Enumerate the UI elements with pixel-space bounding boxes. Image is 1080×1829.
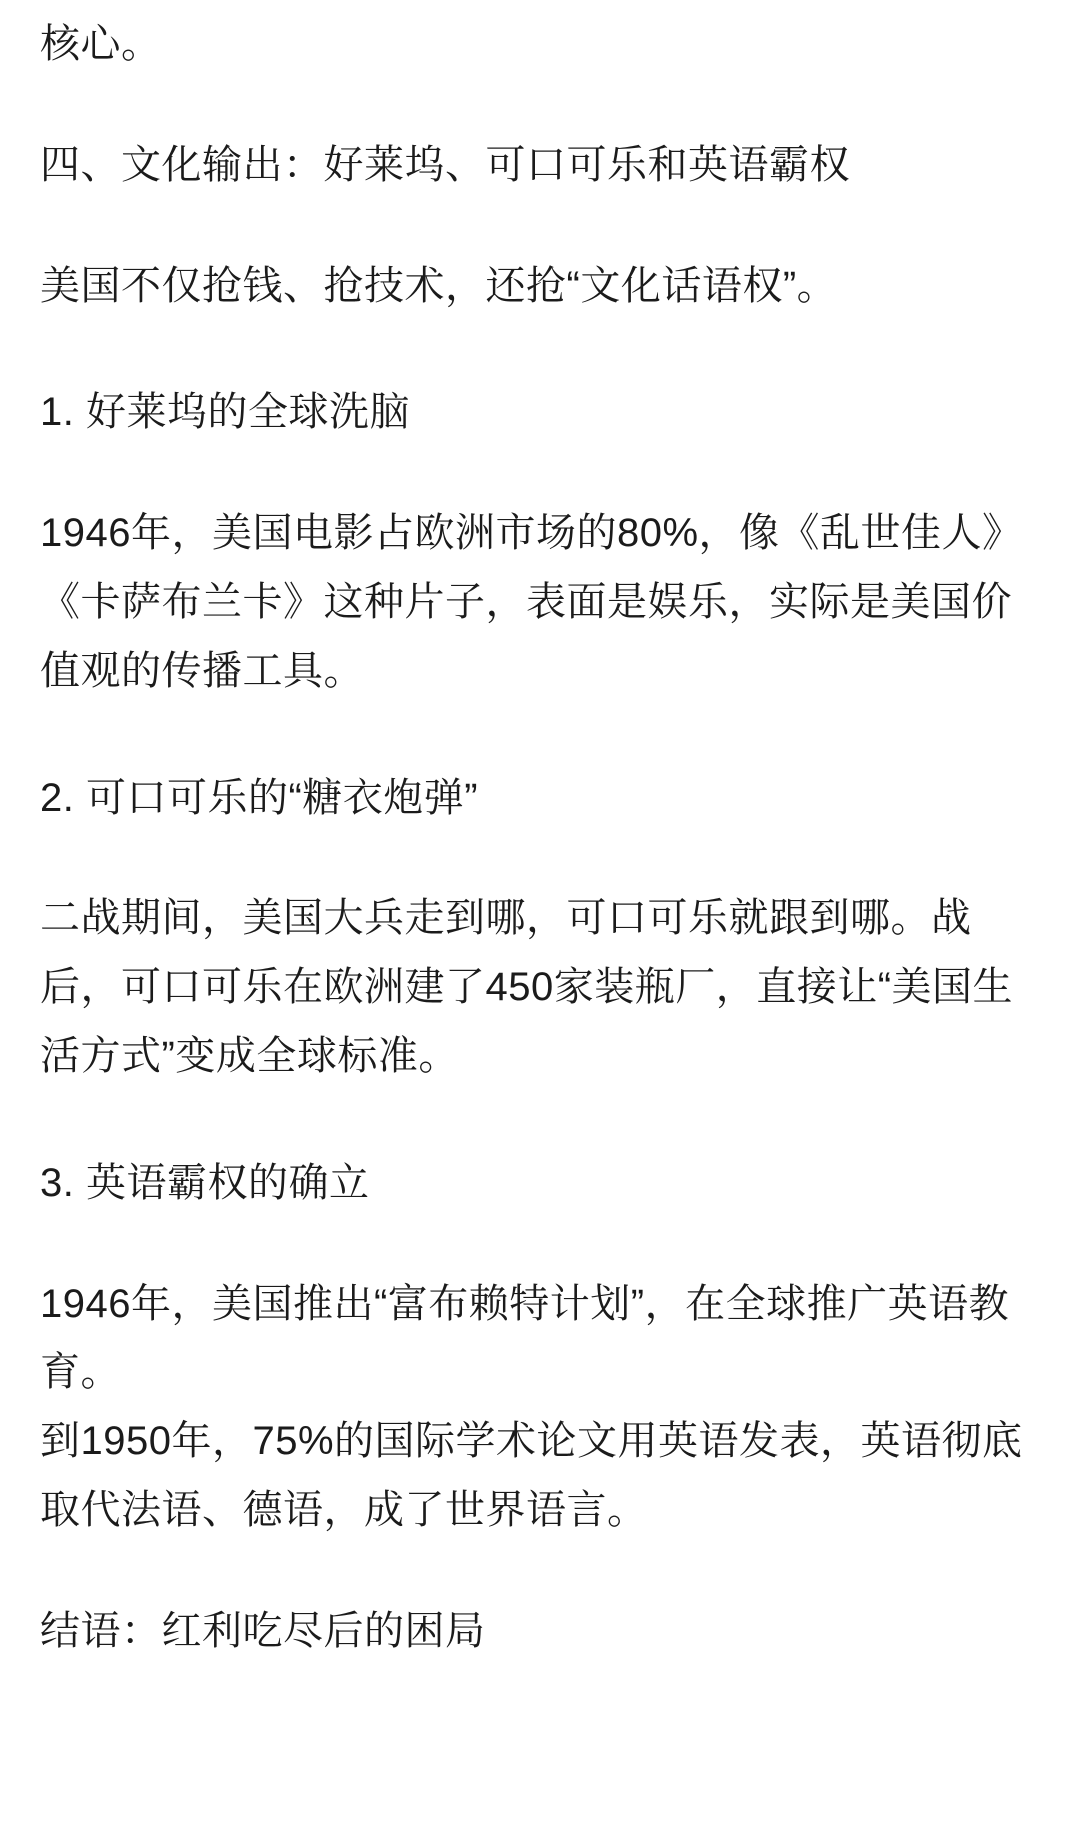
- paragraph-core-fragment: 核心。: [40, 22, 162, 66]
- paragraph-english-hegemony-line-1: 1946年，美国推出“富布赖特计划”，在全球推广英语教育。: [40, 1281, 1010, 1395]
- paragraph-english-hegemony-line-2: 到1950年，75%的国际学术论文用英语发表，英语彻底取代法语、德语，成了世界语言。: [40, 1419, 1023, 1532]
- sub-heading-english-hegemony: 3. 英语霸权的确立: [40, 1160, 370, 1205]
- sub-heading-coca-cola: 2. 可口可乐的“糖衣炮弹”: [40, 775, 479, 820]
- sub-heading-hollywood: 1. 好莱坞的全球洗脑: [40, 390, 410, 435]
- paragraph-section-four-intro: 美国不仅抢钱、抢技术，还抢“文化话语权”。: [40, 263, 838, 308]
- section-heading-conclusion: 结语：红利吃尽后的困局: [40, 1608, 486, 1653]
- paragraph-hollywood-body: 1946年，美国电影占欧洲市场的80%，像《乱世佳人》《卡萨布兰卡》这种片子，表面是娱乐，实际是美国价值观的传播工具。: [40, 511, 1023, 693]
- section-heading-cultural-export: 四、文化输出：好莱坞、可口可乐和英语霸权: [40, 142, 850, 187]
- paragraph-coca-cola-body: 二战期间，美国大兵走到哪，可口可乐就跟到哪。战后，可口可乐在欧洲建了450家装瓶厂，直接让“美国生活方式”变成全球标准。: [40, 896, 1014, 1078]
